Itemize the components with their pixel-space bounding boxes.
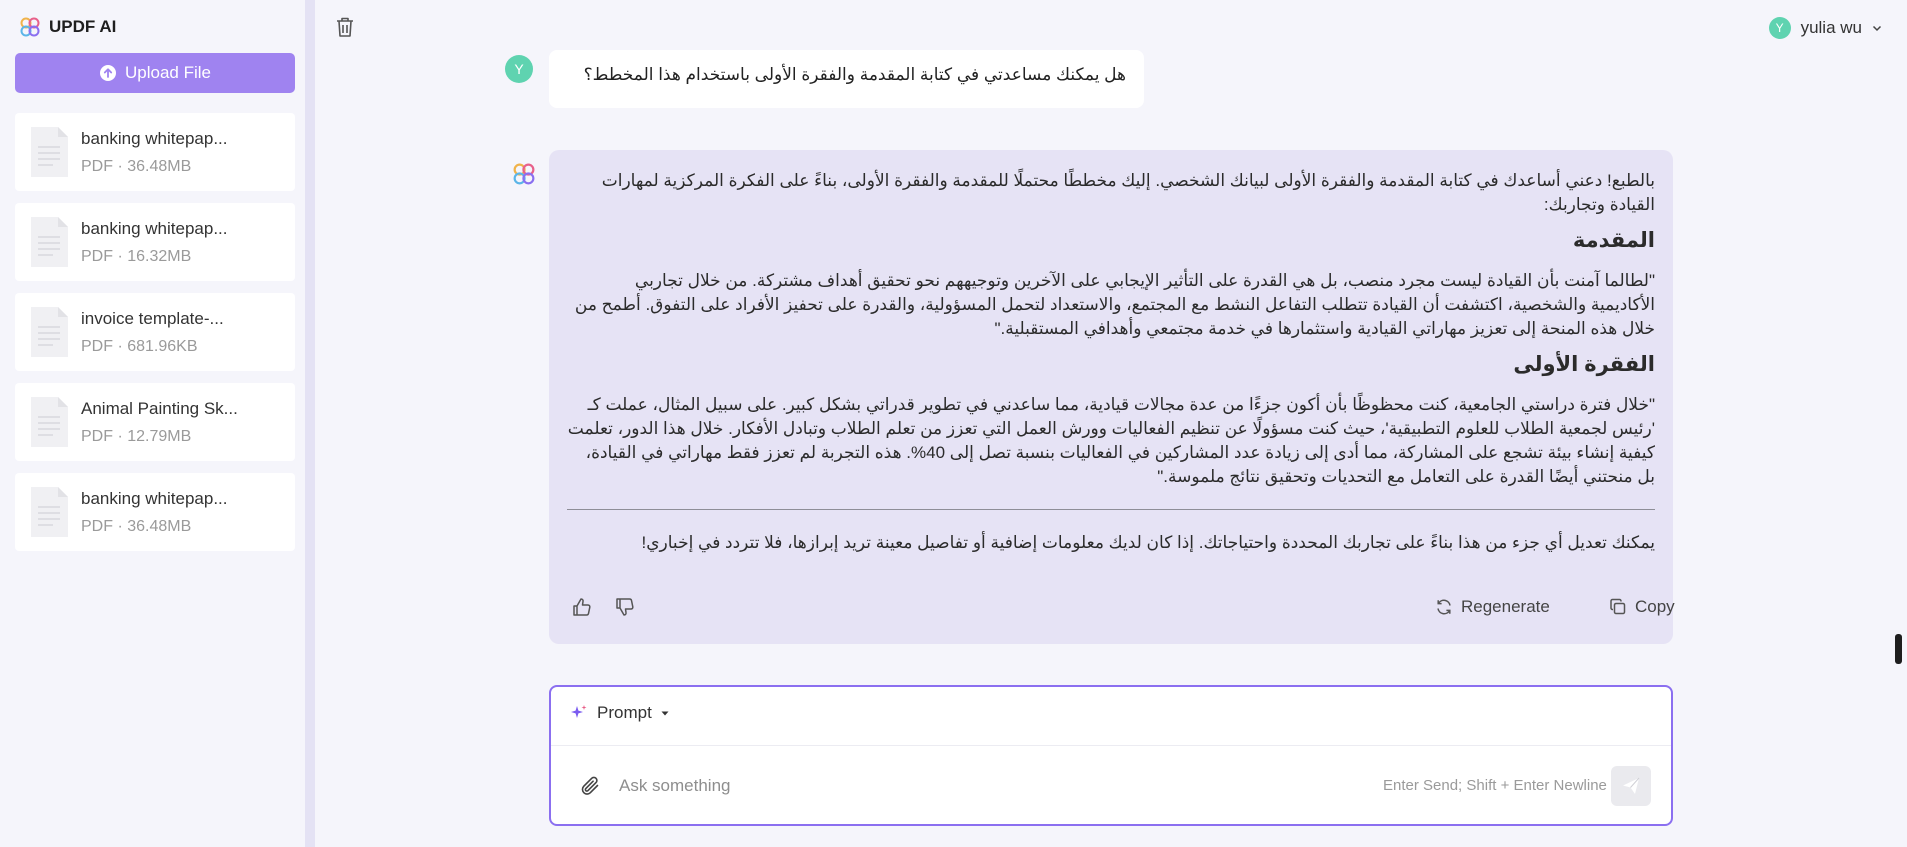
file-name: Animal Painting Sk... [81,398,238,418]
prompt-label: Prompt [597,703,652,722]
pdf-file-icon [29,126,69,178]
file-meta: PDF · 36.48MB [81,157,192,175]
thumbs-down-icon[interactable] [614,596,636,618]
divider [567,509,1655,510]
user-avatar: Y [505,55,533,83]
file-meta: PDF · 681.96KB [81,337,198,355]
copy-label: Copy [1635,597,1675,616]
ai-introduction-paragraph: "لطالما آمنت بأن القيادة ليست مجرد منصب، بل هي القدرة على التأثير الإيجابي على الآخرين وتوجيههم نحو تحقيق أهداف مشتركة. من خلال تجاربي الأكاديمية والشخصية، اكتشفت أن القيادة تتطلب التفاعل النشط مع المجتمع، والاستعداد لتحمل المسؤولية، والقدرة على تحفيز الأفراد على التفوق. أطمح من خلال هذه المنحة إلى تعزيز مهاراتي القيادية واستثمارها في خدمة مجتمعي وأهدافي المستقبلية." [574,271,1655,338]
send-hint: Enter Send; Shift + Enter Newline [1383,777,1607,794]
user-name: yulia wu [1800,18,1862,37]
ai-message [549,150,1673,644]
avatar: Y [1769,17,1791,39]
upload-file-button[interactable] [15,53,295,93]
upload-file-label: Upload File [125,63,211,82]
copy-icon [1609,598,1627,616]
sparkle-icon [569,703,589,723]
regenerate-label: Regenerate [1461,597,1550,616]
ask-input[interactable] [619,769,1219,803]
file-item[interactable] [15,113,295,191]
paperclip-icon[interactable] [579,775,601,797]
updf-logo-icon [20,17,40,37]
send-button[interactable] [1611,766,1651,806]
scrollbar-thumb[interactable] [1895,634,1902,664]
sidebar-splitter[interactable] [305,0,315,847]
user-message: هل يمكنك مساعدتي في كتابة المقدمة والفقرة الأولى باستخدام هذا المخطط؟ [549,50,1144,108]
file-item[interactable] [15,383,295,461]
thumbs-up-icon[interactable] [571,596,593,618]
pdf-file-icon [29,486,69,538]
trash-icon[interactable] [335,16,355,38]
composer-divider [551,745,1671,746]
file-item[interactable] [15,203,295,281]
ai-heading-first-paragraph: الفقرة الأولى [1513,353,1655,376]
ai-message-content [567,169,1655,555]
file-name: banking whitepap... [81,128,228,148]
pdf-file-icon [29,306,69,358]
caret-down-icon [660,708,670,718]
chevron-down-icon [1872,23,1882,33]
ai-first-paragraph: "خلال فترة دراستي الجامعية، كنت محظوظًا بأن أكون جزءًا من عدة مجالات قيادية، مما ساعدني في تطوير قدراتي بشكل كبير. على سبيل المثال، عملت كـ 'رئيس لجمعية الطلاب للعلوم التطبيقية'، حيث كنت مسؤولًا عن تنظيم الفعاليات وورش العمل التي تعزز من تعلم الطلاب وتبادل الأفكار. خلال هذا الدور، تعلمت كيفية إنشاء بيئة تشجع على المشاركة، مما أدى إلى زيادة عدد المشاركين في الفعاليات بنسبة تصل إلى 40%. هذه التجربة لم تعزز فقط مهاراتي في القيادة، بل منحتني أيضًا القدرة على التعامل مع التحديات وتحقيق نتائج ملموسة." [567,395,1655,486]
file-item[interactable] [15,293,295,371]
chat-panel [315,0,1907,847]
file-name: banking whitepap... [81,488,228,508]
composer [549,685,1673,826]
file-item[interactable] [15,473,295,551]
user-menu[interactable] [1769,17,1882,39]
ai-intro-text: بالطبع! دعني أساعدك في كتابة المقدمة والفقرة الأولى لبيانك الشخصي. إليك مخططًا محتملًا للمقدمة والفقرة الأولى، بناءً على الفكرة المركزية لمهارات القيادة وتجاربك: [601,171,1655,214]
pdf-file-icon [29,396,69,448]
sidebar [0,0,305,847]
ai-heading-introduction: المقدمة [1572,229,1655,252]
upload-icon [99,64,117,82]
refresh-icon [1435,598,1453,616]
updf-ai-icon [513,163,535,185]
ai-closing-text: يمكنك تعديل أي جزء من هذا بناءً على تجاربك المحددة واحتياجاتك. إذا كان لديك معلومات إضافية أو تفاصيل معينة تريد إبرازها، فلا تتردد في إخباري! [641,533,1655,552]
file-name: invoice template-... [81,308,224,328]
brand [20,17,116,37]
ai-message-actions [549,592,1673,622]
brand-name: UPDF AI [49,17,117,36]
send-icon [1621,776,1641,796]
file-list [15,113,295,563]
pdf-file-icon [29,216,69,268]
file-meta: PDF · 12.79MB [81,427,192,445]
file-meta: PDF · 16.32MB [81,247,192,265]
file-meta: PDF · 36.48MB [81,517,192,535]
regenerate-button[interactable] [1435,592,1550,622]
copy-button[interactable] [1609,592,1675,622]
prompt-dropdown[interactable] [569,699,670,727]
file-name: banking whitepap... [81,218,228,238]
